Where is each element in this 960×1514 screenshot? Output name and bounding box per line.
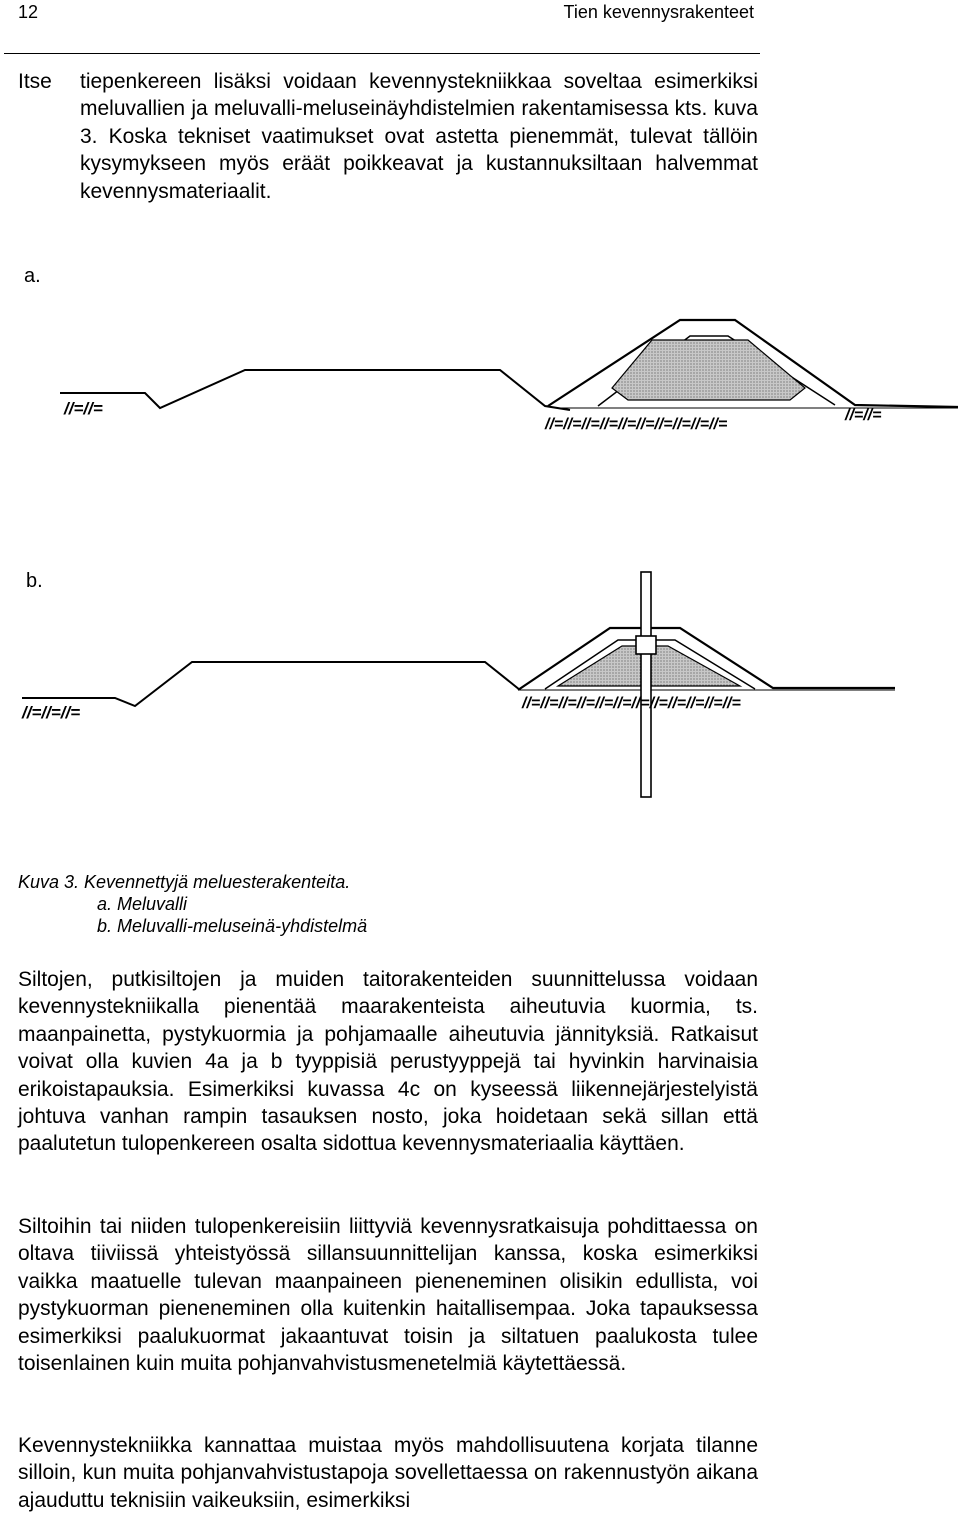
noise-wall-footing	[636, 636, 656, 654]
noise-wall-post	[641, 572, 651, 797]
intro-term: Itse	[18, 70, 52, 93]
paragraph-2: Siltoihin tai niiden tulopenkereisiin liittyviä kevennysratkaisuja pohdittaessa on oltava tiiviissä yhteistyössä sillansuunnittelijan kanssa, koska esimerkiksi vaikka maatuelle tulevan maanpaineen pieneneminen olisikin edullista, voi pystykuorman pieneneminen olla kuitenkin haitallisempaa. Joka tapauksessa esimerkiksi paalukuormat jakaantuvat toisin ja siltatuen paalukosta tulee toisenlainen kuin muita pohjanvahvistusmenetelmiä käytettäessä.	[18, 1215, 758, 1376]
road-profile-b	[22, 662, 520, 706]
figure-label-b: b.	[26, 570, 43, 592]
paragraph-3: Kevennystekniikka kannattaa muistaa myös mahdollisuutena korjata tilanne silloin, kun muita pohjanvahvistustapoja sovellettaessa on rakennustyön aikana ajauduttu teknisiin vaikeuksiin, esimerkiksi	[18, 1434, 758, 1512]
figure-label-a: a.	[24, 265, 41, 287]
paragraph-1: Siltojen, putkisiltojen ja muiden taitorakenteiden suunnittelussa voidaan kevennystekniikalla pienentää maarakenteista aiheutuvia kuormia, ts. maanpainetta, pystykuormia ja pohjamaalle aiheutuvia jännityksiä. Ratkaisut voivat olla kuvien 4a ja b tyyppisiä perustyyppejä tai hyvinkin harvinaisia erikoistapauksia. Esimerkiksi kuvassa 4c on kyseessä liikennejärjestelyistä johtuva vanhan rampin tasauksen nosto, joka hoidetaan sekä sillan että paalutetun tulopenkereen osalta sidottua kevennysmateriaalia käyttäen.	[18, 968, 758, 1156]
caption-a: a. Meluvalli	[97, 894, 188, 914]
ground-hatch-a2: //=//=//=//=//=//=//=//=//=//=	[545, 416, 728, 433]
ground-hatch-a3: //=//=	[845, 407, 882, 424]
running-title: Tien kevennysrakenteet	[563, 2, 754, 22]
intro-text: tiepenkereen lisäksi voidaan kevennystekniikkaa soveltaa esimerkiksi meluvallien ja meluvalli-meluseinäyhdistelmien rakentamisessa kts. kuva 3. Koska tekniset vaatimukset ovat astetta pienemmät, tulevat tällöin kysymykseen myös eräät poikkeavat ja kustannuksiltaan halvemmat kevennysmateriaalit.	[80, 70, 758, 203]
ground-hatch-a1: //=//=	[64, 399, 103, 418]
ground-hatch-b2: //=//=//=//=//=//=//=//=//=//=//=//=	[522, 695, 741, 712]
page-number: 12	[18, 2, 39, 22]
caption-b: b. Meluvalli-meluseinä-yhdistelmä	[97, 916, 368, 936]
caption-title: Kuva 3. Kevennettyjä meluesterakenteita.	[18, 872, 351, 892]
ground-hatch-b1: //=//=//=	[22, 703, 81, 722]
